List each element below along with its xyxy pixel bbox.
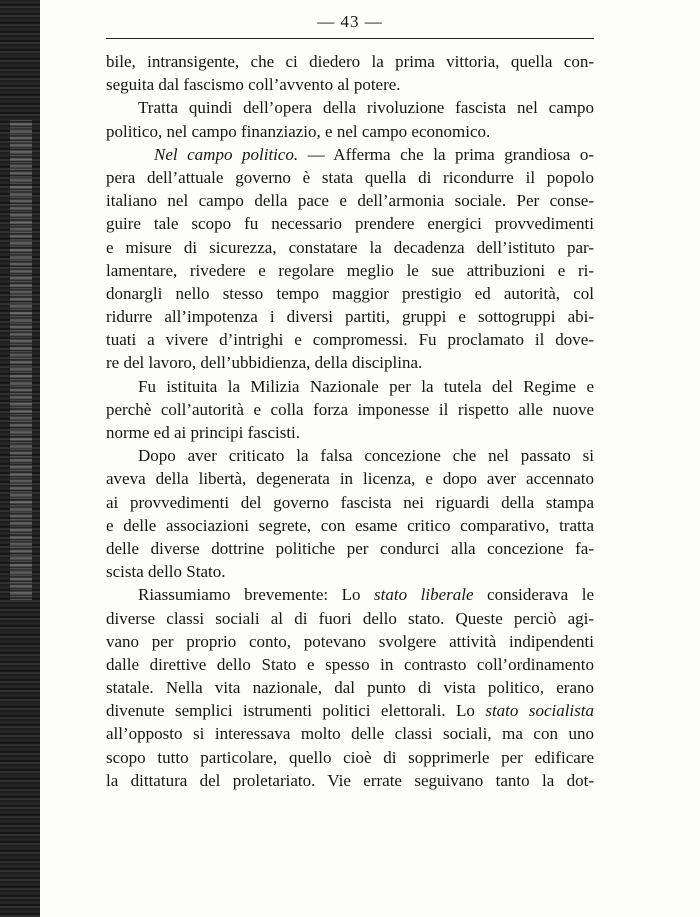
text-line: vano per proprio conto, potevano svolgere attività indipendenti [106,631,594,651]
text-line: statale. Nella vita nazionale, dal punto di vista politico, erano [106,678,594,698]
text-line: perchè coll’autorità e colla forza imponesse il rispetto alle nuove [106,399,594,419]
text-line: delle diverse dottrine politiche per condurci alla concezione fa- [106,538,594,558]
text-line: Fu istituita la Milizia Nazionale per la tutela del Regime e [138,376,594,396]
text-line: ai provvedimenti del governo fascista nei riguardi della stampa [106,492,594,512]
text-line: all’opposto si interessava molto delle classi sociali, ma con uno [106,724,594,744]
text-line: scista dello Stato. [106,562,226,582]
text-line: donargli nello stesso tempo maggior prestigio ed autorità, col [106,283,594,303]
text-line: lamentare, rivedere e regolare meglio le sue attribuzioni e ri- [106,260,594,280]
page-number: — 43 — [317,12,383,31]
text-line: e delle associazioni segrete, con esame critico comparativo, tratta [106,515,594,535]
text-line: scopo tutto particolare, quello cioè di sopprimerle per edificare [106,747,594,767]
text-segment: Riassumiamo brevemente: Lo [138,585,375,605]
paragraph-3 [106,143,594,375]
text-line: Dopo aver criticato la falsa concezione che nel passato si [138,446,594,466]
text-line: pera dell’attuale governo è stata quella di ricondurre il popolo [106,167,594,187]
header-rule [106,38,594,39]
text-line: guire tale scopo fu necessario prendere energici provvedimenti [106,214,594,234]
text-line: dalle direttive dello Stato e spesso in contrasto coll’ordinamento [106,654,594,674]
body-text [106,50,594,792]
text-line: politico, nel campo finanziazio, e nel campo economico. [106,121,491,141]
text-line: diverse classi sociali al di fuori dello stato. Queste perciò agi- [106,608,594,628]
text-line: seguita dal fascismo coll’avvento al potere. [106,75,401,95]
text-line: ridurre all’impotenza i diversi partiti, gruppi e sottogruppi abi- [106,307,594,327]
text-line: aveva della libertà, degenerata in licenza, e dopo aver accennato [106,469,594,489]
section-lead-rest: — Afferma che la prima grandiosa o- [298,144,594,164]
text-segment: considerava le [473,585,594,605]
paragraph-5 [106,444,594,583]
text-line [106,699,594,722]
italic-term-stato-socialista: stato socialista [485,701,594,721]
text-line: la dittatura del proletariato. Vie errate seguivano tanto la dot- [106,770,594,790]
text-line: re del lavoro, dell’ubbidienza, della disciplina. [106,353,423,373]
text-line: norme ed ai principi fascisti. [106,423,301,442]
text-segment: divenute semplici istrumenti politici elettorali. Lo [106,701,475,721]
text-line: tuati a vivere d’intrighi e compromessi. Fu proclamato il dove- [106,330,594,350]
text-line [106,143,594,166]
page-header [106,12,594,42]
book-binding-edge [0,0,40,917]
text-line: e misure di sicurezza, constatare la decadenza dell’istituto par- [106,237,594,257]
paragraph-6 [106,583,594,792]
section-lead-italic: Nel campo politico. [154,144,299,164]
paragraph-4 [106,375,594,445]
binding-texture [10,120,32,600]
paragraph-1 [106,50,594,96]
text-line: italiano nel campo della pace e dell’armonia sociale. Per conse- [106,191,594,211]
paragraph-2 [106,96,594,142]
italic-term-stato-liberale: stato liberale [374,585,474,605]
text-line: Tratta quindi dell’opera della rivoluzione fascista nel campo [138,98,594,118]
text-line: bile, intransigente, che ci diedero la prima vittoria, quella con- [106,52,594,71]
text-line [106,583,594,606]
